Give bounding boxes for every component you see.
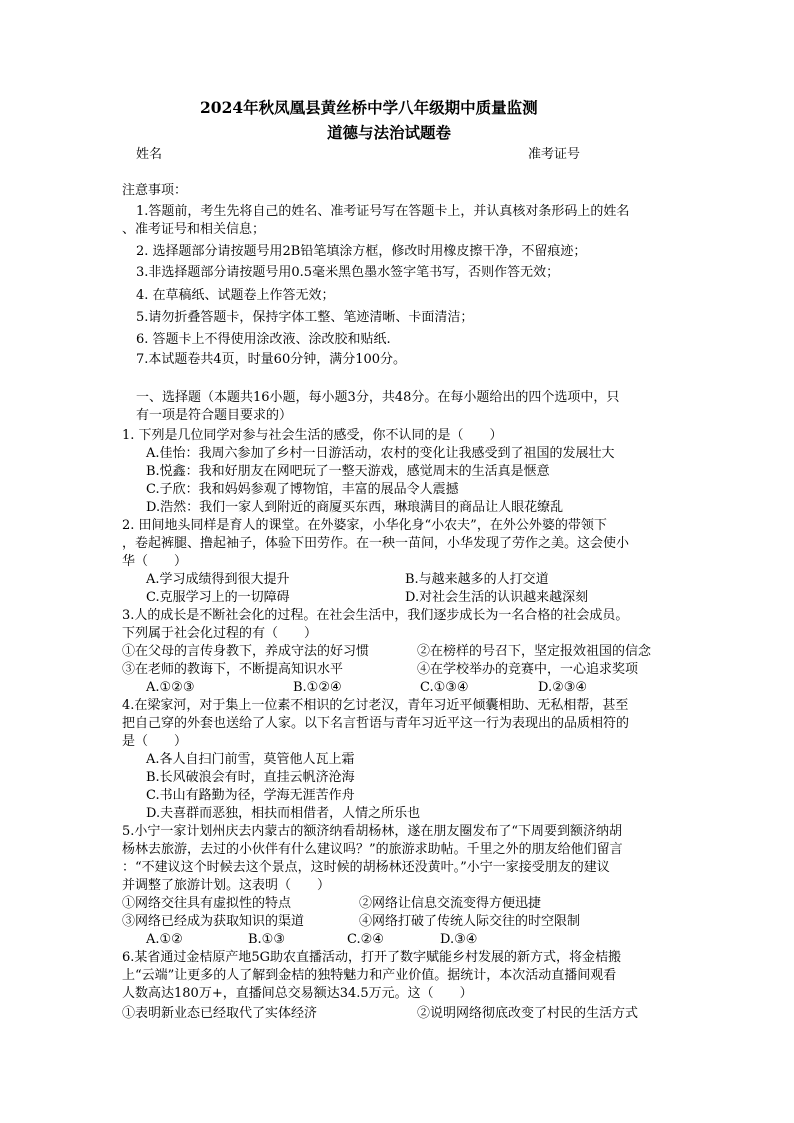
question-3-statement-4: ④在学校举办的竞赛中，一心追求奖项 [417,662,639,677]
exam-subtitle: 道德与法治试题卷 [327,123,452,142]
question-2-stem-line3: 华（ ） [122,554,188,569]
question-5-statement-2: ②网络让信息交流变得方便迅捷 [359,896,542,911]
exam-id-label: 准考证号 [528,147,581,162]
question-5-statement-1: ①网络交往具有虚拟性的特点 [122,896,292,911]
question-4-option-b: B.长风破浪会有时，直挂云帆济沧海 [146,770,355,785]
name-label: 姓名 [136,147,163,162]
question-1-option-b: B.悦鑫：我和好朋友在网吧玩了一整天游戏，感觉周末的生活真是惬意 [146,464,550,479]
question-3-stem: 3.人的成长是不断社会化的过程。在社会生活中，我们逐步成长为一名合格的社会成员。 [122,608,629,623]
note-item-3: 3.非选择题部分请按题号用0.5毫米黑色墨水签字笔书写，否则作答无效； [136,265,560,280]
question-5-option-c: C.②④ [347,932,384,947]
question-2-stem: 2. 田间地头同样是育人的课堂。在外婆家，小华化身“小农夫”，在外公外婆的带领下 [122,518,607,533]
question-2-stem-line2: ，卷起裤腿、撸起袖子，体验下田劳作。在一秧一苗间，小华发现了劳作之美。这会使小 [122,536,630,551]
question-6-stem: 6.某省通过金桔原产地5G助农直播活动，打开了数字赋能乡村发展的新方式，将金桔搬 [122,950,622,965]
question-3-statement-1: ①在父母的言传身教下，养成守法的好习惯 [122,644,370,659]
question-1-option-a: A.佳怡：我周六参加了乡村一日游活动，农村的变化让我感受到了祖国的发展壮大 [146,446,615,461]
note-item-6: 6. 答题卡上不得使用涂改液、涂改胶和贴纸. [136,332,391,347]
question-3-option-c: C.①③④ [420,680,469,695]
question-3-stem-line2: 下列属于社会化过程的有（ ） [122,626,318,641]
question-2-option-d: D.对社会生活的认识越来越深刻 [405,590,589,605]
question-6-statement-2: ②说明网络彻底改变了村民的生活方式 [417,1006,639,1021]
question-5-option-a: A.①② [146,932,183,947]
question-1-option-c: C.子欣：我和妈妈参观了博物馆，丰富的展品令人震撼 [146,482,459,497]
question-4-stem-line3: 是（ ） [122,734,188,749]
question-5-statement-3: ③网络已经成为获取知识的渠道 [122,914,305,929]
question-2-option-b: B.与越来越多的人打交道 [405,572,549,587]
question-5-stem-line3: ：“不建议这个时候去这个景点，这时候的胡杨林还没黄叶。”小宁一家接受朋友的建议 [122,860,610,875]
question-2-option-a: A.学习成绩得到很大提升 [146,572,290,587]
note-item-4: 4. 在草稿纸、试题卷上作答无效； [136,288,335,303]
question-6-stem-line3: 人数高达180万+，直播间总交易额达34.5万元。这（ ） [122,986,473,1001]
question-5-stem-line4: 并调整了旅游计划。这表明（ ） [122,878,331,893]
note-item-1: 1.答题前，考生先将自己的姓名、准考证号写在答题卡上，并认真核对条形码上的姓名 [136,204,630,219]
question-6-stem-line2: 上“云端”让更多的人了解到金桔的独特魅力和产业价值。据统计，本次活动直播间观看 [122,968,617,983]
notes-heading: 注意事项： [122,183,188,198]
question-5-option-d: D.③④ [440,932,478,947]
question-4-stem: 4.在梁家河，对于集上一位素不相识的乞讨老汉，青年习近平倾囊相助、无私相帮，甚至 [122,698,629,713]
question-5-option-b: B.①③ [248,932,285,947]
question-2-option-c: C.克服学习上的一切障碍 [146,590,290,605]
note-item-1-cont: 、准考证号和相关信息； [122,222,266,237]
question-3-option-b: B.①②④ [293,680,342,695]
section-heading-cont: 有一项是符合题目要求的） [136,408,293,423]
question-4-stem-line2: 把自己穿的外套也送给了人家。以下名言哲语与青年习近平这一行为表现出的品质相符的 [122,716,630,731]
question-3-option-d: D.②③④ [538,680,588,695]
question-5-statement-4: ④网络打破了传统人际交往的时空限制 [359,914,581,929]
question-4-option-c: C.书山有路勤为径，学海无涯苦作舟 [146,788,355,803]
section-heading: 一、选择题（本题共16小题，每小题3分，共48分。在每小题给出的四个选项中，只 [136,390,620,405]
question-3-option-a: A.①②③ [146,680,195,695]
note-item-2: 2. 选择题部分请按题号用2B铅笔填涂方框，修改时用橡皮擦干净，不留痕迹； [136,244,587,259]
note-item-7: 7.本试题卷共4页，时量60分钟，满分100分。 [136,352,407,367]
note-item-5: 5.请勿折叠答题卡，保持字体工整、笔迹清晰、卡面清洁； [136,310,474,325]
question-3-statement-3: ③在老师的教诲下，不断提高知识水平 [122,662,344,677]
question-5-stem-line2: 杨林去旅游，去过的小伙伴有什么建议吗？”的旅游求助帖。千里之外的朋友给他们留言 [122,842,623,857]
exam-title: 2024年秋凤凰县黄丝桥中学八年级期中质量监测 [200,98,538,117]
question-6-statement-1: ①表明新业态已经取代了实体经济 [122,1006,318,1021]
question-4-option-a: A.各人自扫门前雪，莫管他人瓦上霜 [146,752,355,767]
question-1-option-d: D.浩然：我们一家人到附近的商厦买东西，琳琅满目的商品让人眼花缭乱 [146,500,564,515]
question-5-stem: 5.小宁一家计划州庆去内蒙古的额济纳看胡杨林，遂在朋友圈发布了“下周要到额济纳胡 [122,824,623,839]
question-1-stem: 1. 下列是几位同学对参与社会生活的感受，你不认同的是（ ） [122,428,503,443]
question-3-statement-2: ②在榜样的号召下，坚定报效祖国的信念 [417,644,652,659]
question-4-option-d: D.夫喜群而恶独，相扶而相借者，人情之所乐也 [146,806,421,821]
